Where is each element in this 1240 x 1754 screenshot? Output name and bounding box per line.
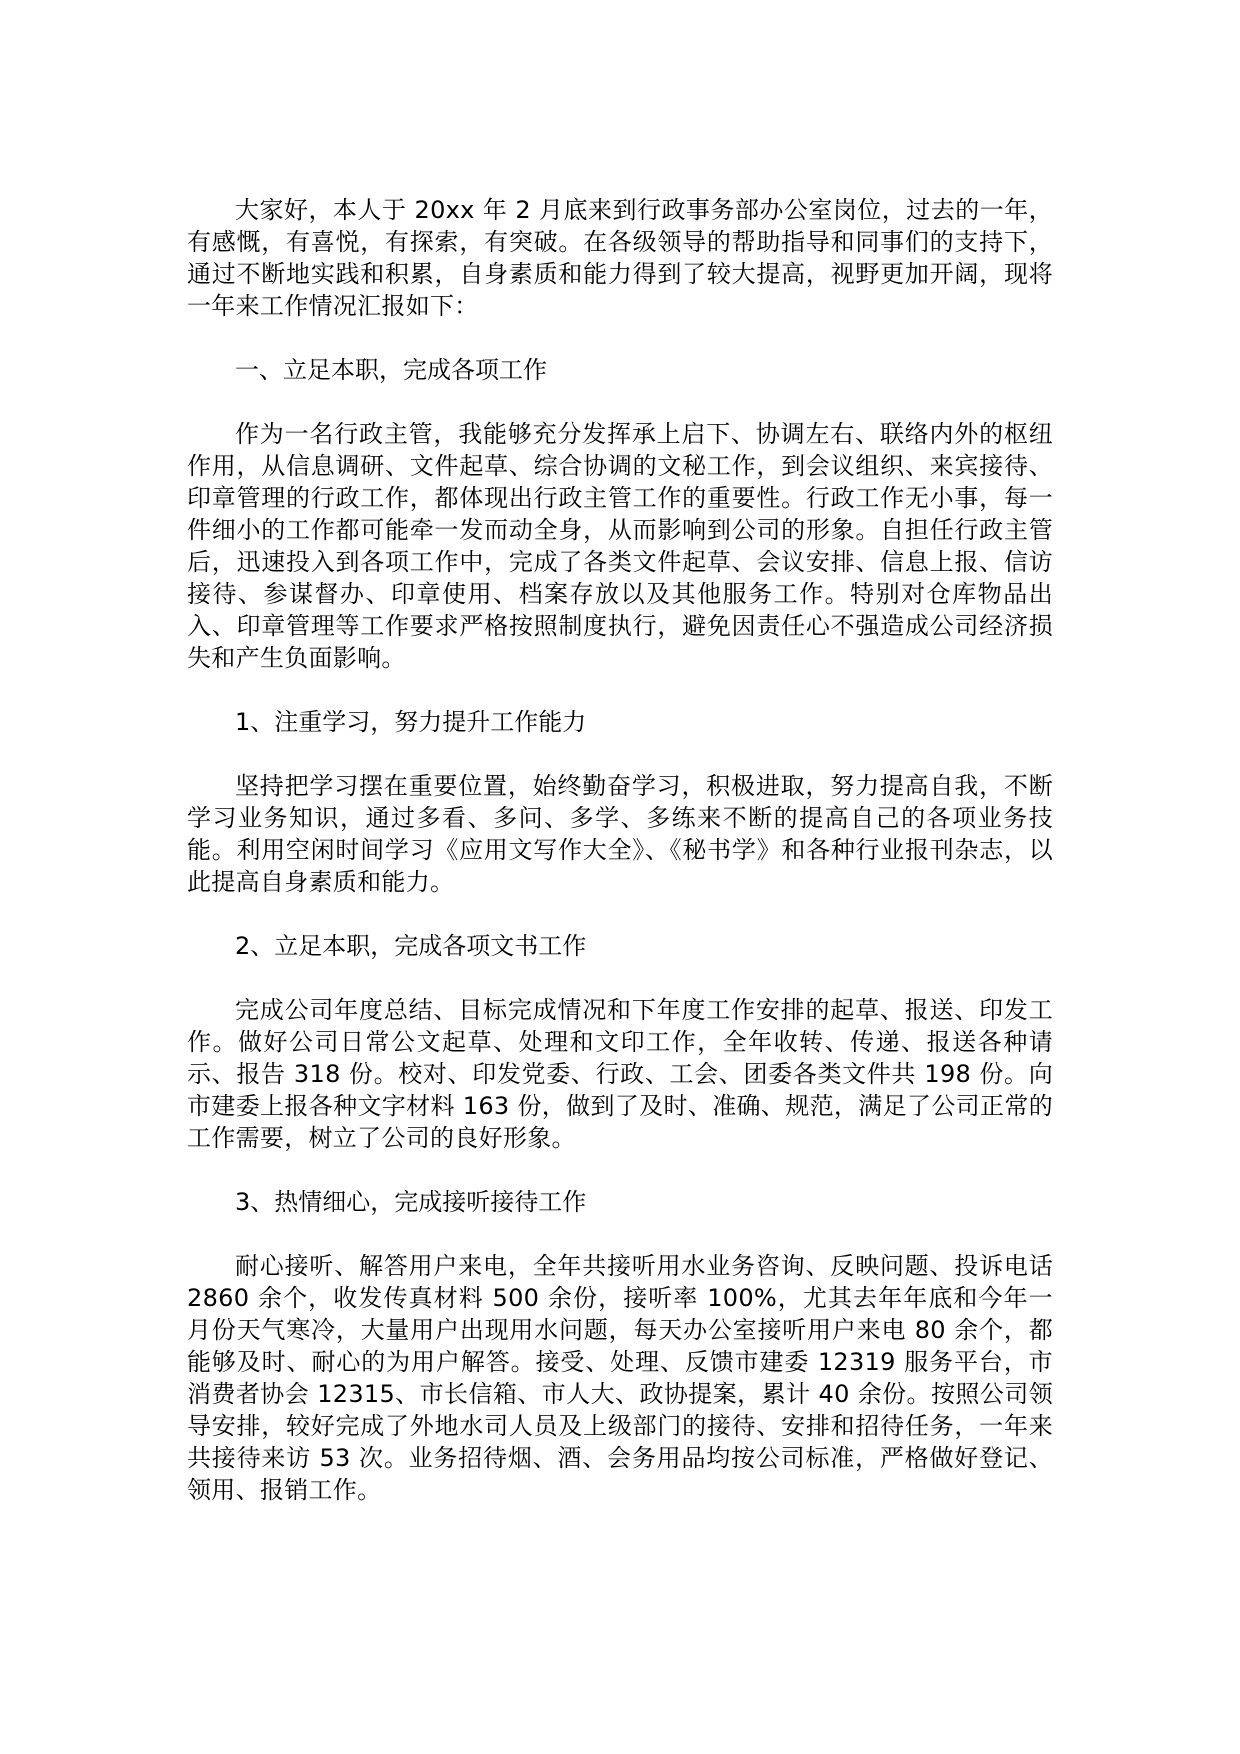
subsection-heading-1: 1、注重学习，努力提升工作能力: [235, 708, 587, 736]
spacer: [187, 1154, 1053, 1186]
document-body: [187, 194, 1053, 1506]
spacer: [187, 674, 1053, 706]
subsection-paragraph-3: 耐心接听、解答用户来电，全年共接听用水业务咨询、反映问题、投诉电话 2860 余个，收发传真材料 500 余份，接听率 100%，尤其去年年底和今年一月份天气寒冷，大量用户出现用水问题，每天办公室接听用户来电 80 余个，都能够及时、耐心的为用户解答。接受、处理、反馈市建委 12319 服务平台，市消费者协会 12315、市长信箱、市人大、政协提案，累计 40 余份。按照公司领导安排，较好完成了外地水司人员及上级部门的接待、安排和招待任务，一年来共接待来访 53 次。业务招待烟、酒、会务用品均按公司标准，严格做好登记、领用、报销工作。: [187, 1252, 1053, 1504]
spacer: [187, 738, 1053, 770]
section-paragraph-1: 作为一名行政主管，我能够充分发挥承上启下、协调左右、联络内外的枢纽作用，从信息调研、文件起草、综合协调的文秘工作，到会议组织、来宾接待、印章管理的行政工作，都体现出行政主管工作的重要性。行政工作无小事，每一件细小的工作都可能牵一发而动全身，从而影响到公司的形象。自担任行政主管后，迅速投入到各项工作中，完成了各类文件起草、会议安排、信息上报、信访接待、参谋督办、印章使用、档案存放以及其他服务工作。特别对仓库物品出入、印章管理等工作要求严格按照制度执行，避免因责任心不强造成公司经济损失和产生负面影响。: [187, 420, 1053, 672]
intro-paragraph: 大家好，本人于 20xx 年 2 月底来到行政事务部办公室岗位，过去的一年，有感慨，有喜悦，有探索，有突破。在各级领导的帮助指导和同事们的支持下，通过不断地实践和积累，自身素质和能力得到了较大提高，视野更加开阔，现将一年来工作情况汇报如下：: [187, 196, 1053, 320]
spacer: [187, 386, 1053, 418]
subsection-heading-2: 2、立足本职，完成各项文书工作: [235, 932, 587, 960]
subsection-heading-3: 3、热情细心，完成接听接待工作: [235, 1188, 587, 1216]
section-heading-1: 一、立足本职，完成各项工作: [235, 356, 547, 384]
spacer: [187, 322, 1053, 354]
subsection-paragraph-2: 完成公司年度总结、目标完成情况和下年度工作安排的起草、报送、印发工作。做好公司日常公文起草、处理和文印工作，全年收转、传递、报送各种请示、报告 318 份。校对、印发党委、行政、工会、团委各类文件共 198 份。向市建委上报各种文字材料 163 份，做到了及时、准确、规范，满足了公司正常的工作需要，树立了公司的良好形象。: [187, 996, 1053, 1152]
spacer: [187, 1218, 1053, 1250]
subsection-paragraph-1: 坚持把学习摆在重要位置，始终勤奋学习，积极进取，努力提高自我，不断学习业务知识，通过多看、多问、多学、多练来不断的提高自己的各项业务技能。利用空闲时间学习《应用文写作大全》、《秘书学》和各种行业报刊杂志，以此提高自身素质和能力。: [187, 772, 1053, 896]
spacer: [187, 898, 1053, 930]
spacer: [187, 962, 1053, 994]
